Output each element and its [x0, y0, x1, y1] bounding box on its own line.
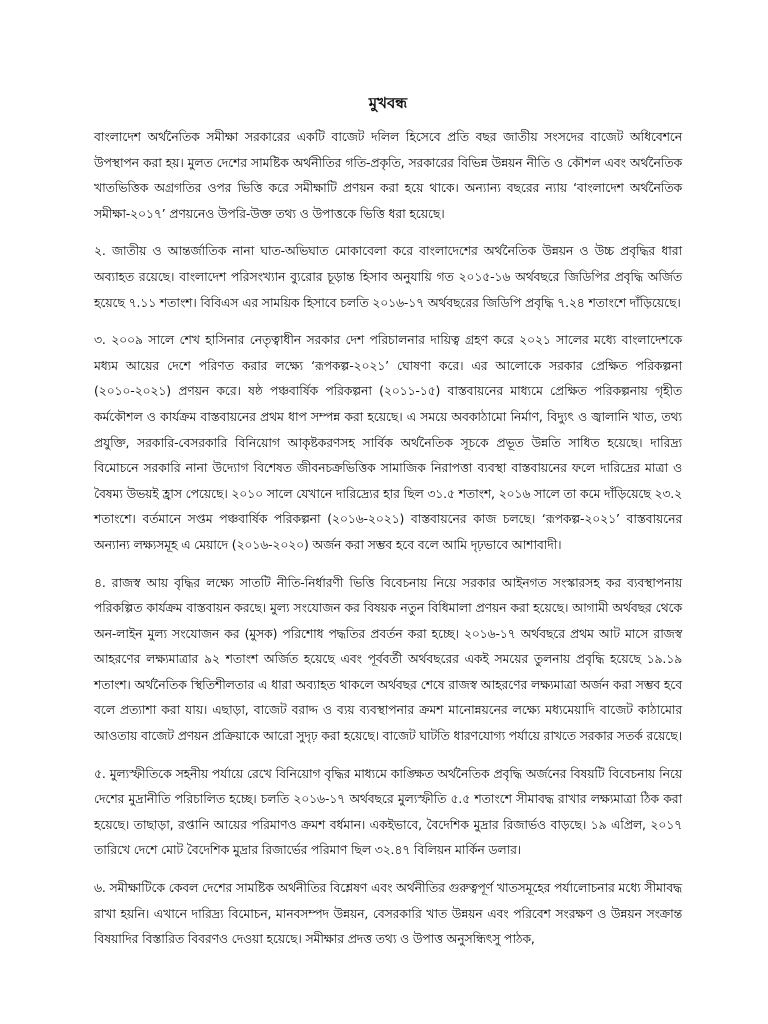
- paragraph-4: ৪. রাজস্ব আয় বৃদ্ধির লক্ষ্যে সাতটি নীতি-নির্ধারণী ভিত্তি বিবেচনায় নিয়ে সরকার আইনগত সংস্কারসহ কর ব্যবস্থাপনায় পরিকল্পিত কার্যক্রম বাস্তবায়ন করছে। মুল্য সংযোজন কর বিষয়ক নতুন বিধিমালা প্রণয়ন করা হয়েছে। আগামী অর্থবছর থেকে অন-লাইন মুল্য সংযোজন কর (মুসক) পরিশোধ পদ্ধতির প্রবর্তন করা হচ্ছে। ২০১৬-১৭ অর্থবছরে প্রথম আট মাসে রাজস্ব আহরণের লক্ষ্যমাত্রার ৯২ শতাংশ অর্জিত হয়েছে এবং পূর্ববর্তী অর্থবছরের একই সময়ের তুলনায় প্রবৃদ্ধি হয়েছে ১৯.১৯ শতাংশ। অর্থনৈতিক স্থিতিশীলতার এ ধারা অব্যাহত থাকলে অর্থবছর শেষে রাজস্ব আহরণের লক্ষ্যমাত্রা অর্জন করা সম্ভব হবে বলে প্রত্যাশা করা যায়। এছাড়া, বাজেট বরাদ্দ ও ব্যয় ব্যবস্থাপনার ক্রমশ মানোন্নয়নের লক্ষ্যে মধ্যমেয়াদি বাজেট কাঠামোর আওতায় বাজেট প্রণয়ন প্রক্রিয়াকে আরো সুদৃঢ় করা হয়েছে। বাজেট ঘাটতি ধারণযোগ্য পর্যায়ে রাখতে সরকার সতর্ক রয়েছে।: [94, 574, 682, 744]
- paragraph-3: ৩. ২০০৯ সালে শেখ হাসিনার নেতৃত্বাধীন সরকার দেশ পরিচালনার দায়িত্ব গ্রহণ করে ২০২১ সালের মধ্যে বাংলাদেশকে মধ্যম আয়ের দেশে পরিণত করার লক্ষ্যে ‘রূপকল্প-২০২১’ ঘোষণা করে। এর আলোকে সরকার প্রেক্ষিত পরিকল্পনা (২০১০-২০২১) প্রণয়ন করে। ষষ্ঠ পঞ্চবার্ষিক পরিকল্পনা (২০১১-১৫) বাস্তবায়নের মাধ্যমে প্রেক্ষিত পরিকল্পনায় গৃহীত কর্মকৌশল ও কার্যক্রম বাস্তবায়নের প্রথম ধাপ সম্পন্ন করা হয়েছে। এ সময়ে অবকাঠামো নির্মাণ, বিদ্যুৎ ও জ্বালানি খাত, তথ্য প্রযুক্তি, সরকারি-বেসরকারি বিনিয়োগ আকৃষ্টকরণসহ সার্বিক অর্থনৈতিক সূচকে প্রভূত উন্নতি সাধিত হয়েছে। দারিদ্র্য বিমোচনে সরকারি নানা উদ্যোগ বিশেষত জীবনচক্রভিত্তিক সামাজিক নিরাপত্তা ব্যবস্থা বাস্তবায়নের ফলে দারিদ্রের মাত্রা ও বৈষম্য উভয়ই হ্রাস পেয়েছে। ২০১০ সালে যেখানে দারিদ্র্যের হার ছিল ৩১.৫ শতাংশ, ২০১৬ সালে তা কমে দাঁড়িয়েছে ২৩.২ শতাংশে। বর্তমানে সপ্তম পঞ্চবার্ষিক পরিকল্পনা (২০১৬-২০২১) বাস্তবায়নের কাজ চলছে। ‘রূপকল্প-২০২১’ বাস্তবায়নের অন্যান্য লক্ষ্যসমূহ এ মেয়াদে (২০১৬-২০২০) অর্জন করা সম্ভব হবে বলে আমি দৃঢ়ভাবে আশাবাদী।: [94, 332, 682, 552]
- paragraph-2: ২. জাতীয় ও আন্তর্জাতিক নানা ঘাত-অভিঘাত মোকাবেলা করে বাংলাদেশের অর্থনৈতিক উন্নয়ন ও উচ্চ প্রবৃদ্ধির ধারা অব্যাহত রয়েছে। বাংলাদেশ পরিসংখ্যান ব্যুরোর চূড়ান্ত হিসাব অনুযায়ি গত ২০১৫-১৬ অর্থবছরে জিডিপির প্রবৃদ্ধি অর্জিত হয়েছে ৭.১১ শতাংশ। বিবিএস এর সাময়িক হিসাবে চলতি ২০১৬-১৭ অর্থবছরের জিডিপি প্রবৃদ্ধি ৭.২৪ শতাংশে দাঁড়িয়েছে।: [94, 243, 682, 310]
- paragraph-6: ৬. সমীক্ষাটিকে কেবল দেশের সামষ্টিক অর্থনীতির বিশ্লেষণ এবং অর্থনীতির গুরুত্বপূর্ণ খাতসমূহের পর্যালোচনার মধ্যে সীমাবদ্ধ রাখা হয়নি। এখানে দারিদ্র্য বিমোচন, মানবসম্পদ উন্নয়ন, বেসরকারি খাত উন্নয়ন এবং পরিবেশ সংরক্ষণ ও উন্নয়ন সংক্রান্ত বিষয়াদির বিস্তারিত বিবরণও দেওয়া হয়েছে। সমীক্ষার প্রদত্ত তথ্য ও উপাত্ত অনুসন্ধিৎসু পাঠক,: [94, 880, 682, 947]
- paragraph-1: বাংলাদেশ অর্থনৈতিক সমীক্ষা সরকারের একটি বাজেট দলিল হিসেবে প্রতি বছর জাতীয় সংসদের বাজেট অধিবেশনে উপস্থাপন করা হয়। মুলত দেশের সামষ্টিক অর্থনীতির গতি-প্রকৃতি, সরকারের বিভিন্ন উন্নয়ন নীতি ও কৌশল এবং অর্থনৈতিক খাতভিত্তিক অগ্রগতির ওপর ভিত্তি করে সমীক্ষাটি প্রণয়ন করা হয়ে থাকে। অন্যান্য বছরের ন্যায় ‘বাংলাদেশ অর্থনৈতিক সমীক্ষা-২০১৭’ প্রণয়নেও উপরি-উক্ত তথ্য ও উপাত্তকে ভিত্তি ধরা হয়েছে।: [94, 129, 682, 221]
- paragraph-5: ৫. মুল্যস্ফীতিকে সহনীয় পর্যায়ে রেখে বিনিয়োগ বৃদ্ধির মাধ্যমে কাঙ্ক্ষিত অর্থনৈতিক প্রবৃদ্ধি অর্জনের বিষয়টি বিবেচনায় নিয়ে দেশের মুদ্রানীতি পরিচালিত হচ্ছে। চলতি ২০১৬-১৭ অর্থবছরে মুল্যস্ফীতি ৫.৫ শতাংশে সীমাবদ্ধ রাখার লক্ষ্যমাত্রা ঠিক করা হয়েছে। তাছাড়া, রপ্তানি আয়ের পরিমাণও ক্রমশ বর্ধমান। একইভাবে, বৈদেশিক মুদ্রার রিজার্ভও বাড়ছে। ১৯ এপ্রিল, ২০১৭ তারিখে দেশে মোট বৈদেশিক মুদ্রার রিজার্ভের পরিমাণ ছিল ৩২.৪৭ বিলিয়ন মার্কিন ডলার।: [94, 765, 682, 858]
- page-title: মুখবন্ধ: [368, 94, 408, 112]
